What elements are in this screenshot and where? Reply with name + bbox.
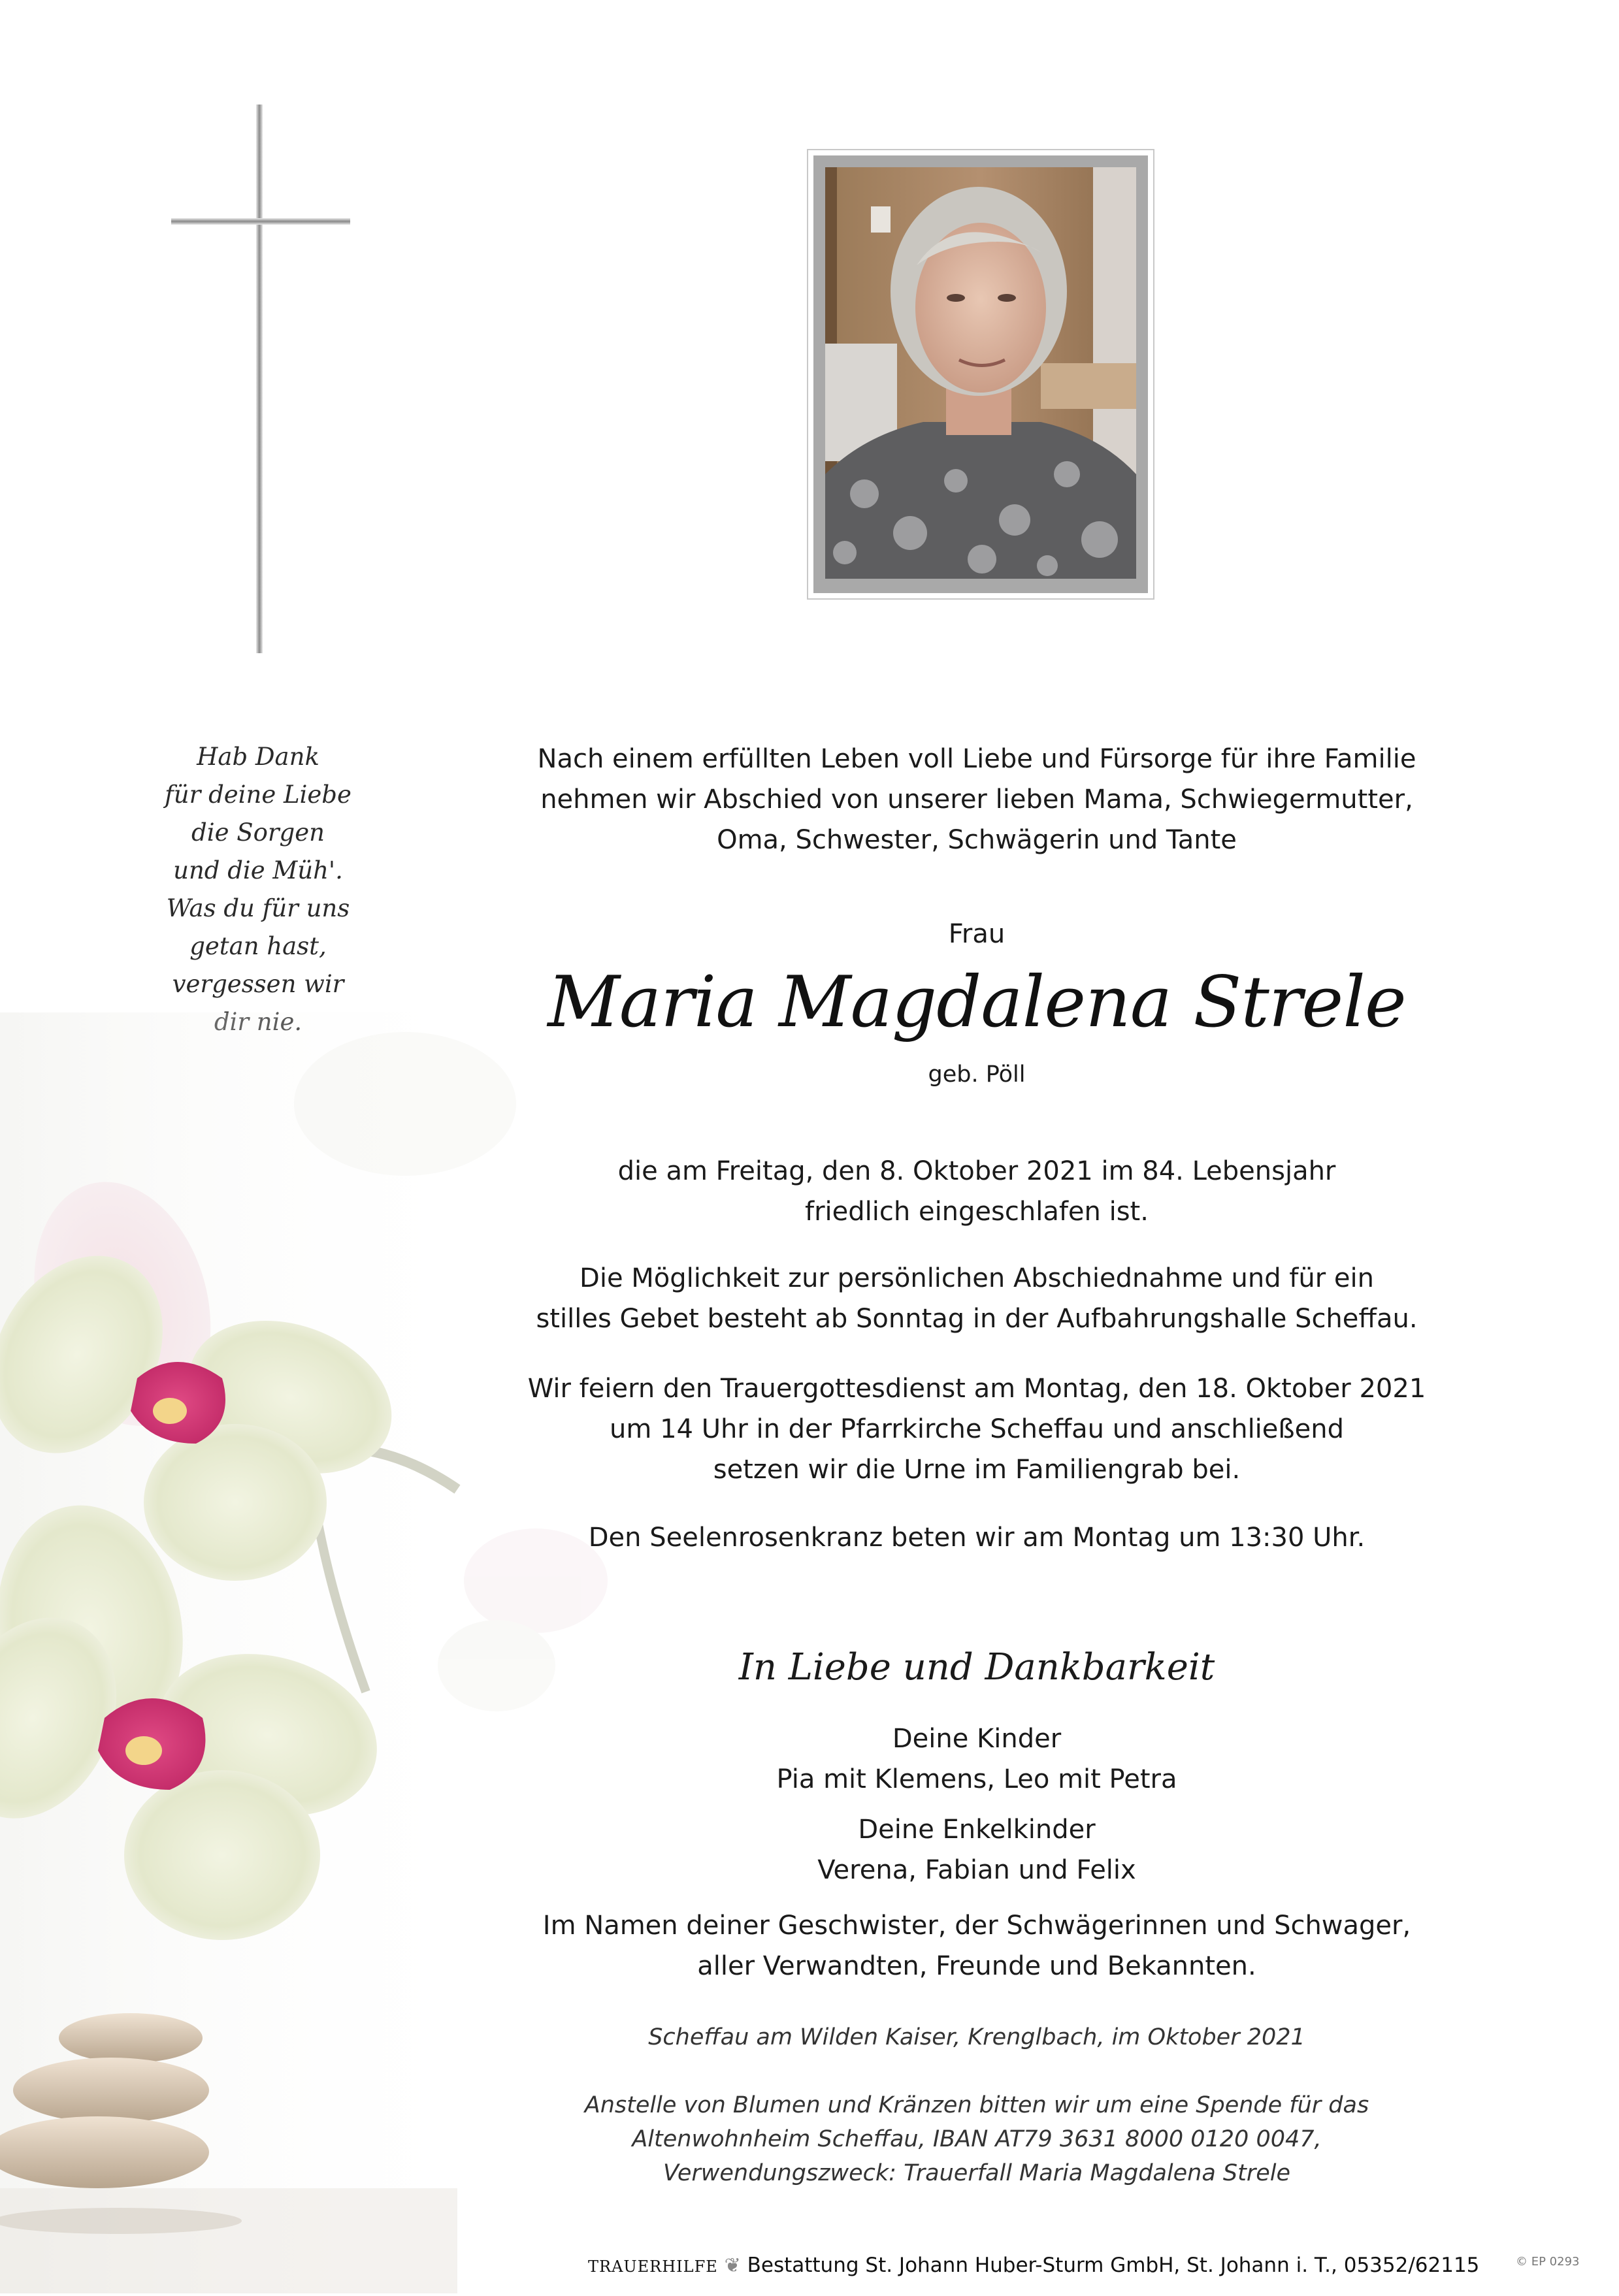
children-heading: Deine Kinder bbox=[892, 1724, 1062, 1754]
donation-line: Anstelle von Blumen und Kränzen bitten wir um eine Spende für das bbox=[584, 2092, 1369, 2118]
template-code: © EP 0293 bbox=[1516, 2255, 1580, 2269]
poem-line: die Sorgen bbox=[191, 818, 325, 847]
birth-name: geb. Pöll bbox=[928, 1061, 1026, 1088]
poem-line: für deine Liebe bbox=[165, 781, 352, 809]
grandchildren-heading: Deine Enkelkinder bbox=[858, 1815, 1096, 1845]
poem-line: und die Müh'. bbox=[173, 856, 343, 884]
poem-line: Hab Dank bbox=[197, 743, 319, 771]
death-line: friedlich eingeschlafen ist. bbox=[805, 1197, 1149, 1227]
donation-request bbox=[497, 2088, 1457, 2190]
rosary-notice: Den Seelenrosenkranz beten wir am Montag um 13:30 Uhr. bbox=[588, 1523, 1366, 1553]
other-mourners bbox=[497, 1905, 1457, 1986]
place-date bbox=[497, 2020, 1457, 2054]
poem-line: Was du für uns bbox=[166, 894, 350, 922]
farewell-line: stilles Gebet besteht ab Sonntag in der Aufbahrungshalle Scheffau. bbox=[536, 1304, 1418, 1334]
grandchildren bbox=[497, 1809, 1457, 1890]
donation-line: Verwendungszweck: Trauerfall Maria Magdalena Strele bbox=[662, 2160, 1291, 2186]
death-line: die am Freitag, den 8. Oktober 2021 im 84. Lebensjahr bbox=[617, 1156, 1336, 1186]
farewell-notice bbox=[497, 1258, 1457, 1339]
portrait-photo bbox=[825, 167, 1136, 579]
intro-line: Nach einem erfüllten Leben voll Liebe und Fürsorge für ihre Familie bbox=[537, 744, 1416, 774]
leaf-icon: ❦ bbox=[724, 2254, 741, 2277]
funeral-home-company: Bestattung St. Johann Huber-Sturm GmbH, St. Johann i. T., 05352/62115 bbox=[747, 2254, 1480, 2277]
memorial-poem bbox=[144, 738, 372, 1041]
service-notice bbox=[497, 1368, 1457, 1490]
intro-text bbox=[497, 739, 1457, 860]
deceased-name: Maria Magdalena Strele bbox=[548, 962, 1406, 1043]
closing-phrase: In Liebe und Dankbarkeit bbox=[738, 1646, 1215, 1689]
other-mourners-line: aller Verwandten, Freunde und Bekannten. bbox=[697, 1951, 1256, 1981]
service-line: um 14 Uhr in der Pfarrkirche Scheffau und anschließend bbox=[610, 1414, 1344, 1444]
mourners bbox=[497, 1719, 1457, 1800]
funeral-home-brand: TRAUERHILFE bbox=[588, 2257, 718, 2276]
funeral-home-footer bbox=[588, 2252, 1480, 2280]
service-line: setzen wir die Urne im Familiengrab bei. bbox=[713, 1455, 1241, 1485]
intro-line: nehmen wir Abschied von unserer lieben Mama, Schwiegermutter, bbox=[540, 784, 1413, 815]
grandchildren-names: Verena, Fabian und Felix bbox=[817, 1855, 1136, 1885]
donation-line: Altenwohnheim Scheffau, IBAN AT79 3631 8000 0120 0047, bbox=[632, 2126, 1322, 2152]
children-names: Pia mit Klemens, Leo mit Petra bbox=[776, 1764, 1177, 1794]
poem-line: getan hast, bbox=[189, 932, 327, 960]
other-mourners-line: Im Namen deiner Geschwister, der Schwägerinnen und Schwager, bbox=[542, 1911, 1411, 1941]
cross-icon-crossbar bbox=[171, 218, 350, 225]
farewell-line: Die Möglichkeit zur persönlichen Abschiednahme und für ein bbox=[580, 1263, 1374, 1293]
poem-line: vergessen wir bbox=[172, 970, 344, 998]
place-date-text: Scheffau am Wilden Kaiser, Krenglbach, im Oktober 2021 bbox=[648, 2024, 1305, 2050]
service-line: Wir feiern den Trauergottesdienst am Montag, den 18. Oktober 2021 bbox=[527, 1374, 1426, 1404]
death-notice bbox=[497, 1151, 1457, 1232]
salutation: Frau bbox=[948, 919, 1006, 949]
intro-line: Oma, Schwester, Schwägerin und Tante bbox=[717, 825, 1237, 855]
cross-icon bbox=[256, 105, 263, 653]
